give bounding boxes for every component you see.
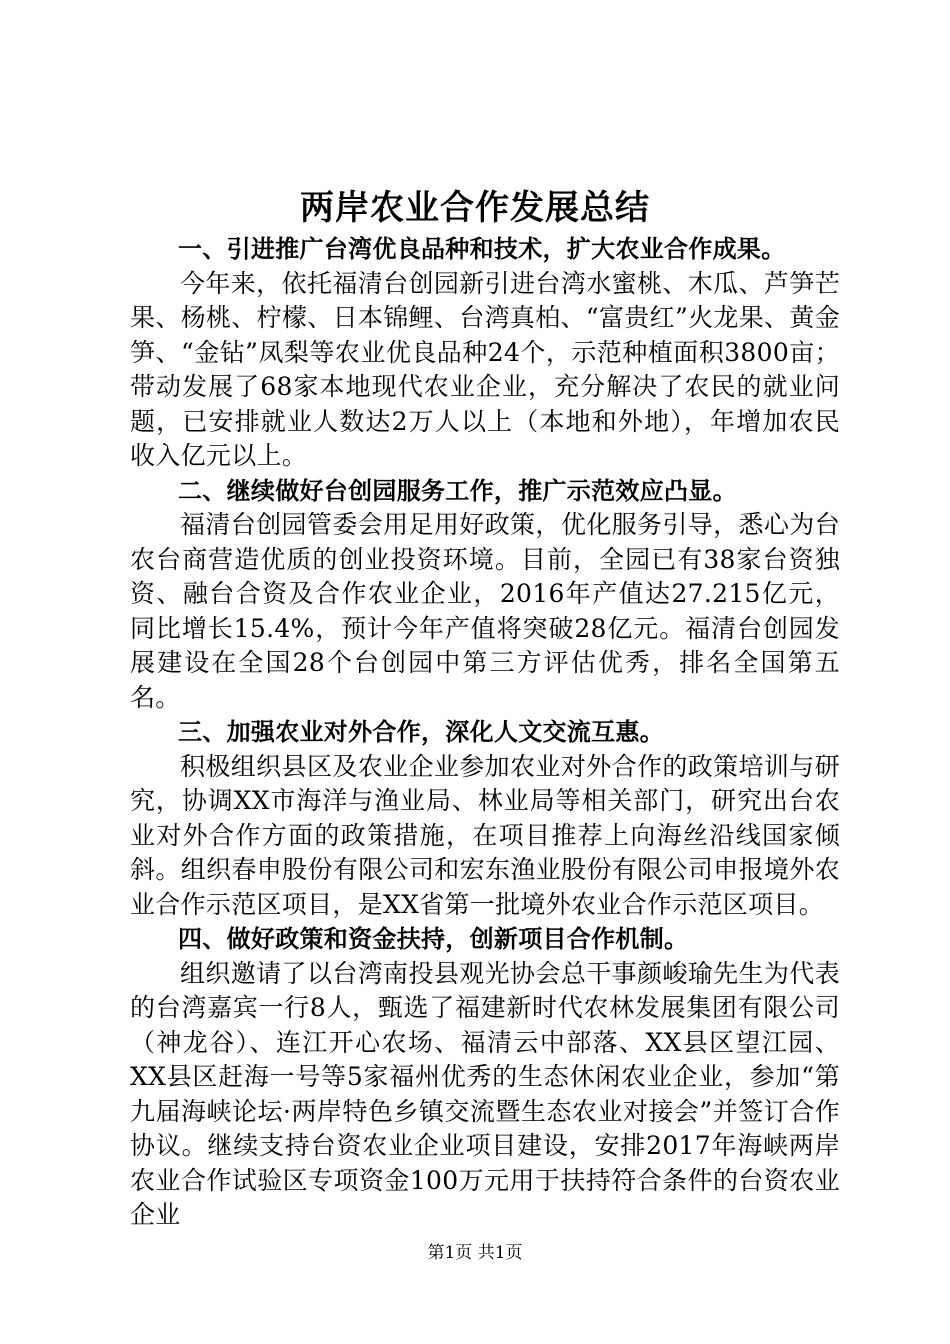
section-paragraph-4: 组织邀请了以台湾南投县观光协会总干事颜峻瑜先生为代表的台湾嘉宾一行8人，甄选了福建新时代农林发展集团有限公司（神龙谷）、连江开心农场、福清云中部落、XX县区望江园、XX县区赶海一号等5家福州优秀的生态休闲农业企业，参加“第九届海峡论坛·两岸特色乡镇交流暨生态农业对接会”并签订合作协议。继续支持台资农业企业项目建设，安排2017年海峡两岸农业合作试验区专项资金100万元用于扶持符合条件的台资农业企业	[130, 958, 840, 1229]
document-body	[130, 232, 840, 1233]
page-number-footer: 第1页 共1页	[427, 1243, 523, 1263]
document-title: 两岸农业合作发展总结	[300, 188, 650, 228]
section-heading-4: 四、做好政策和资金扶持，创新项目合作机制。	[178, 925, 689, 953]
section-heading-2: 二、继续做好台创园服务工作，推广示范效应凸显。	[178, 476, 737, 505]
section-heading-1: 一、引进推广台湾优良品种和技术，扩大农业合作成果。	[178, 235, 786, 263]
section-heading-3: 三、加强农业对外合作，深化人文交流互惠。	[178, 718, 664, 746]
section-paragraph-2: 福清台创园管委会用足用好政策，优化服务引导，悉心为台农台商营造优质的创业投资环境。目前，全园已有38家台资独资、融台合资及合作农业企业，2016年产值达27.215亿元，同比增长15.4%，预计今年产值将突破28亿元。福清台创园发展建设在全国28个台创园中第三方评估优秀，排名全国第五名。	[130, 510, 840, 712]
section-paragraph-3: 积极组织县区及农业企业参加农业对外合作的政策培训与研究，协调XX市海洋与渔业局、林业局等相关部门，研究出台农业对外合作方面的政策措施，在项目推荐上向海丝沿线国家倾斜。组织春申股份有限公司和宏东渔业股份有限公司申报境外农业合作示范区项目，是XX省第一批境外农业合作示范区项目。	[130, 751, 840, 919]
section-paragraph-1: 今年来，依托福清台创园新引进台湾水蜜桃、木瓜、芦笋芒果、杨桃、柠檬、日本锦鲤、台湾真柏、“富贵红”火龙果、黄金笋、“金钻”凤梨等农业优良品种24个，示范种植面积3800亩；带动发展了68家本地现代农业企业，充分解决了农民的就业问题，已安排就业人数达2万人以上（本地和外地），年增加农民收入亿元以上。	[130, 268, 840, 470]
